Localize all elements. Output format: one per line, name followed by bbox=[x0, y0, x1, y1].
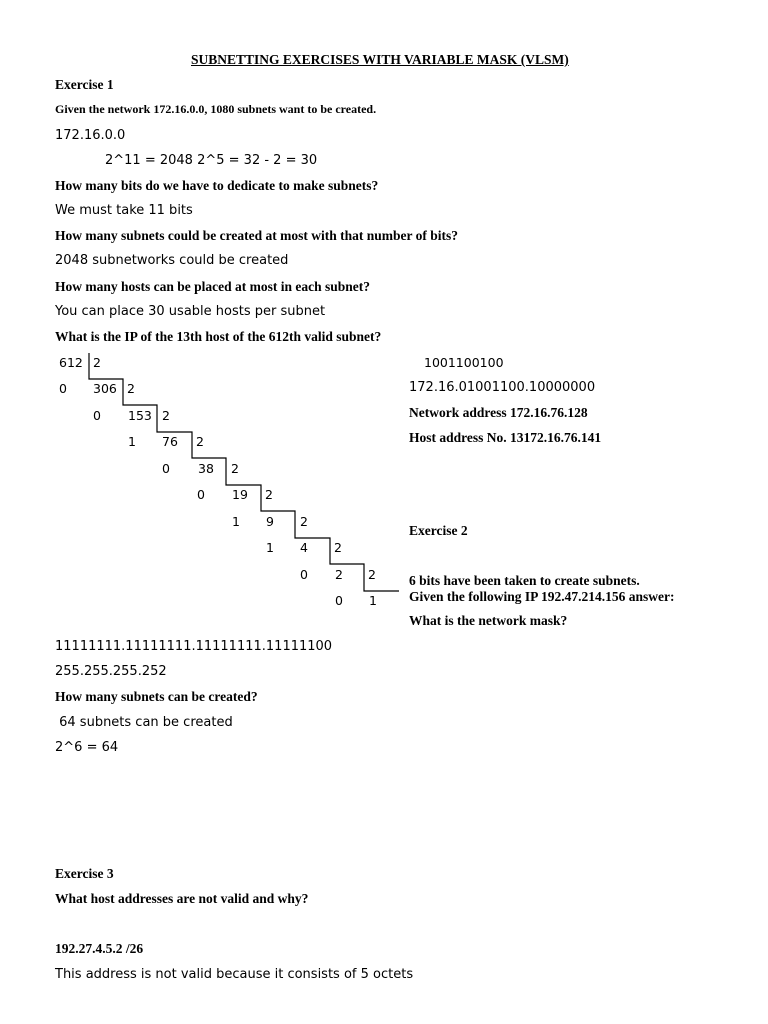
exercise-1-question-4: What is the IP of the 13th host of the 612th valid subnet? bbox=[55, 329, 382, 344]
division-remainder: 0 bbox=[335, 593, 343, 608]
division-remainder: 0 bbox=[197, 487, 205, 502]
division-remainder: 1 bbox=[128, 434, 136, 449]
exercise-2-question-1: What is the network mask? bbox=[409, 613, 568, 628]
exercise-1-question-1: How many bits do we have to dedicate to make subnets? bbox=[55, 178, 379, 193]
exercise-2-line-1: 6 bits have been taken to create subnets. bbox=[409, 573, 640, 588]
division-dividend: 306 bbox=[93, 381, 117, 396]
division-dividend: 2 bbox=[335, 567, 343, 582]
exercise-2-question-2: How many subnets can be created? bbox=[55, 689, 258, 704]
division-dividend: 38 bbox=[198, 461, 214, 476]
exercise-2-answer-2: 64 subnets can be created bbox=[55, 715, 233, 730]
division-divisor: 2 bbox=[162, 408, 170, 423]
division-remainder: 0 bbox=[300, 567, 308, 582]
exercise-2-heading: Exercise 2 bbox=[409, 523, 468, 538]
exercise-1-answer-3: You can place 30 usable hosts per subnet bbox=[55, 304, 326, 319]
division-dividend: 4 bbox=[300, 540, 308, 555]
exercise-1-question-2: How many subnets could be created at most with that number of bits? bbox=[55, 228, 459, 243]
division-divisor: 2 bbox=[196, 434, 204, 449]
exercise-3-answer: This address is not valid because it consists of 5 octets bbox=[55, 967, 414, 982]
exercise-1-question-3: How many hosts can be placed at most in each subnet? bbox=[55, 279, 371, 294]
exercise-1-calc: 2^11 = 2048 2^5 = 32 - 2 = 30 bbox=[105, 153, 318, 168]
division-dividend: 9 bbox=[266, 514, 274, 529]
division-remainder: 0 bbox=[93, 408, 101, 423]
mask-decimal: 255.255.255.252 bbox=[55, 664, 167, 679]
exercise-1-answer-1: We must take 11 bits bbox=[55, 203, 193, 218]
division-divisor: 2 bbox=[368, 567, 376, 582]
binary-ip: 172.16.01001100.10000000 bbox=[409, 380, 596, 395]
exercise-3-heading: Exercise 3 bbox=[55, 866, 114, 881]
division-dividend: 76 bbox=[162, 434, 178, 449]
division-remainder: 1 bbox=[232, 514, 240, 529]
division-dividend: 1 bbox=[369, 593, 377, 608]
exercise-1-heading: Exercise 1 bbox=[55, 77, 114, 92]
division-divisor: 2 bbox=[231, 461, 239, 476]
exercise-3-address: 192.27.4.5.2 /26 bbox=[55, 941, 144, 956]
exercise-2-calc: 2^6 = 64 bbox=[55, 740, 119, 755]
division-divisor: 2 bbox=[127, 381, 135, 396]
division-dividend: 19 bbox=[232, 487, 248, 502]
division-divisor: 2 bbox=[93, 355, 101, 370]
division-remainder: 1 bbox=[266, 540, 274, 555]
division-remainder: 0 bbox=[59, 381, 67, 396]
division-dividend: 153 bbox=[128, 408, 152, 423]
binary-value: 1001100100 bbox=[424, 355, 504, 370]
division-remainder: 0 bbox=[162, 461, 170, 476]
exercise-1-given: Given the network 172.16.0.0, 1080 subnets want to be created. bbox=[55, 102, 377, 116]
host-address: Host address No. 13172.16.76.141 bbox=[409, 430, 602, 445]
network-address: Network address 172.16.76.128 bbox=[409, 405, 588, 420]
exercise-3-question-1: What host addresses are not valid and why? bbox=[55, 891, 309, 906]
division-divisor: 2 bbox=[300, 514, 308, 529]
division-divisor: 2 bbox=[334, 540, 342, 555]
mask-binary: 11111111.11111111.11111111.11111100 bbox=[55, 639, 333, 654]
division-divisor: 2 bbox=[265, 487, 273, 502]
exercise-2-line-2: Given the following IP 192.47.214.156 answer: bbox=[409, 589, 675, 604]
exercise-1-network: 172.16.0.0 bbox=[55, 128, 126, 143]
document-title: SUBNETTING EXERCISES WITH VARIABLE MASK (VLSM) bbox=[191, 52, 569, 67]
division-dividend: 612 bbox=[59, 355, 83, 370]
exercise-1-answer-2: 2048 subnetworks could be created bbox=[55, 253, 289, 268]
